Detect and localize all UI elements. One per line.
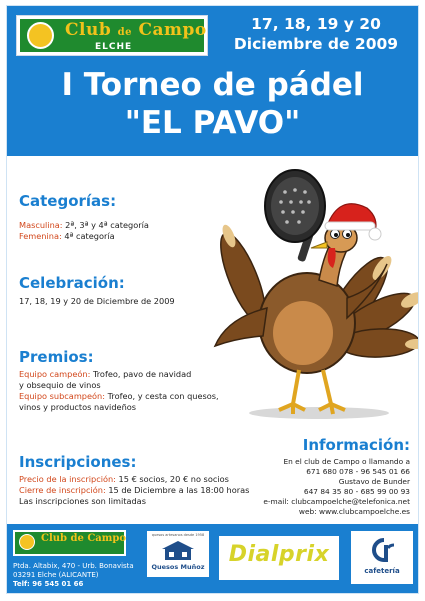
premios-heading: Premios: xyxy=(19,348,94,366)
precio-label: Precio de la inscripción: xyxy=(19,474,116,484)
sponsor-dialprix xyxy=(219,536,339,580)
info-line-4: 647 84 35 80 - 685 99 00 93 xyxy=(303,487,410,496)
footer-telephone: Telf: 96 545 01 66 xyxy=(13,580,84,588)
club-de-campo-logo xyxy=(16,15,208,56)
inscripcion-precio xyxy=(19,474,229,485)
poster-header xyxy=(7,6,418,156)
premio-subcampeon-line2: vinos y productos navideños xyxy=(19,402,137,412)
info-email[interactable]: e-mail: clubcampoelche@telefonica.net xyxy=(263,497,410,506)
quesos-tagline: quesos artesanos desde 1958 xyxy=(151,533,205,537)
footer-club-logo xyxy=(13,530,126,556)
subcampeon-label: Equipo subcampeón: xyxy=(19,391,105,401)
turkey-with-padel-racket-icon xyxy=(207,168,419,420)
masculina-label: Masculina: xyxy=(19,220,63,230)
info-line-3: Gustavo de Bunder xyxy=(338,477,410,486)
inscripcion-cierre xyxy=(19,485,249,496)
categorias-heading: Categorías: xyxy=(19,192,117,210)
footer-address-2: 03291 Elche (ALICANTE) xyxy=(13,571,99,579)
subcampeon-value: Trofeo, y cesta con quesos, xyxy=(104,391,219,401)
logo-name xyxy=(65,20,207,40)
femenina-label: Femenina: xyxy=(19,231,62,241)
footer-tennis-ball-icon xyxy=(19,534,35,550)
precio-value: 15 € socios, 20 € no socios xyxy=(115,474,229,484)
info-line-1: En el club de Campo o llamando a xyxy=(283,457,410,466)
turkey-wing-left xyxy=(215,308,267,346)
poster-footer xyxy=(7,524,418,593)
categoria-masculina xyxy=(19,220,149,231)
quesos-name: Quesos Muñoz xyxy=(151,563,205,571)
tennis-ball-icon xyxy=(27,22,54,49)
campeon-value: Trofeo, pavo de navidad xyxy=(90,369,192,379)
femenina-value: 4ª categoría xyxy=(61,231,115,241)
dates-line-1: 17, 18, 19 y 20 xyxy=(251,15,381,33)
masculina-value: 2ª, 3ª y 4ª categoría xyxy=(62,220,149,230)
farmhouse-icon xyxy=(160,539,196,561)
inscripciones-heading: Inscripciones: xyxy=(19,453,137,471)
cierre-label: Cierre de inscripción: xyxy=(19,485,106,495)
inscripcion-limitadas: Las inscripciones son limitadas xyxy=(19,496,146,506)
sponsor-quesos-munoz xyxy=(147,531,209,577)
campeon-label: Equipo campeón: xyxy=(19,369,91,379)
footer-address-1: Ptda. Altabix, 470 - Urb. Bonavista xyxy=(13,562,134,570)
premio-campeon-line2: y obsequio de vinos xyxy=(19,380,101,390)
premio-campeon xyxy=(19,369,191,380)
cafeteria-cr-logo-icon xyxy=(370,537,394,565)
logo-city: ELCHE xyxy=(95,42,133,52)
poster-title: I Torneo de pádel xyxy=(61,67,364,103)
cafeteria-name: cafetería xyxy=(364,567,400,575)
poster-frame xyxy=(6,5,419,594)
turkey-beak xyxy=(311,242,327,248)
dates-line-2: Diciembre de 2009 xyxy=(233,35,399,53)
dialprix-name: Dialprix xyxy=(228,542,330,567)
categoria-femenina xyxy=(19,231,115,242)
premio-subcampeon xyxy=(19,391,219,402)
tournament-dates xyxy=(219,14,413,54)
info-line-2: 671 680 078 - 96 545 01 66 xyxy=(306,467,410,476)
info-web[interactable]: web: www.clubcampoelche.es xyxy=(298,507,410,516)
logo-name-club: Club xyxy=(65,20,118,40)
logo-name-de: de xyxy=(117,27,133,38)
poster-subtitle: "EL PAVO" xyxy=(124,105,301,141)
informacion-heading: Información: xyxy=(302,436,410,454)
celebracion-dates: 17, 18, 19 y 20 de Diciembre de 2009 xyxy=(19,296,175,306)
cierre-value: 15 de Diciembre a las 18:00 horas xyxy=(105,485,250,495)
sponsor-cafeteria xyxy=(351,531,413,584)
logo-name-campo: Campo xyxy=(138,20,207,40)
footer-logo-name: Club de Campo xyxy=(41,533,127,544)
celebracion-heading: Celebración: xyxy=(19,274,125,292)
